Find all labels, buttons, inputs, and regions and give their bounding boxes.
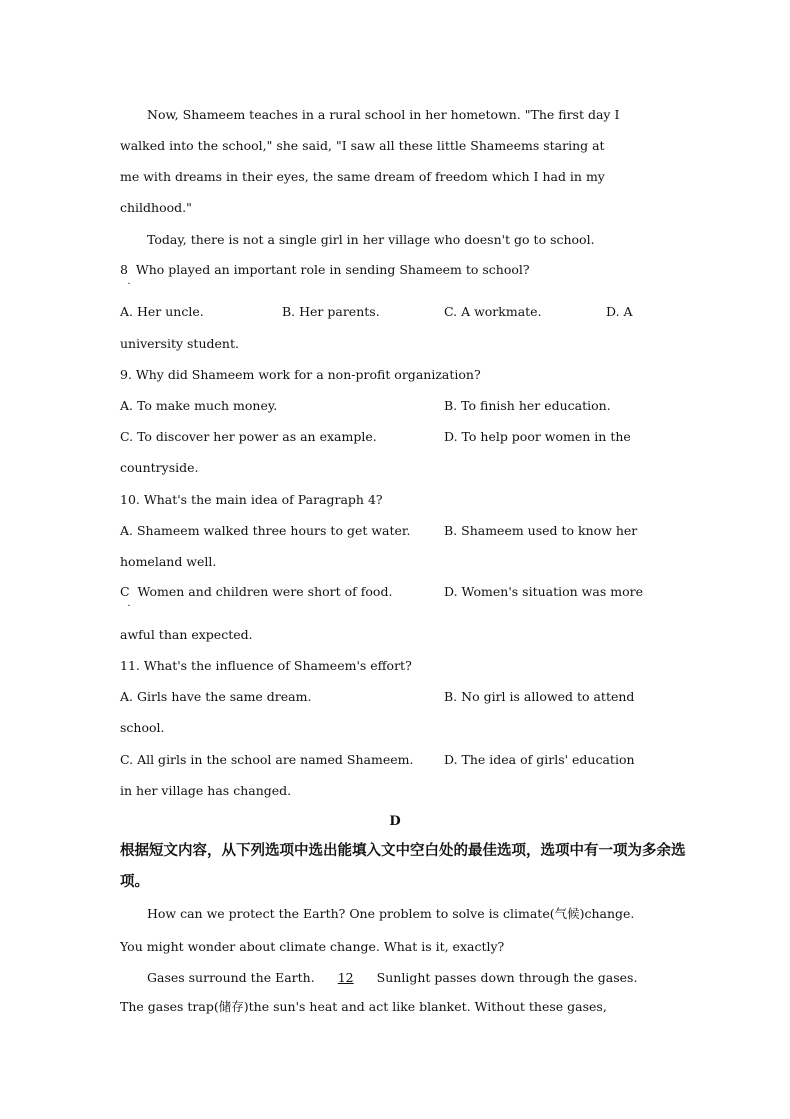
question-10-option-a: A. Shameem walked three hours to get water.	[120, 523, 411, 538]
question-10-option-c-dot: ·	[127, 601, 131, 612]
question-8-option-b: B. Her parents.	[282, 304, 380, 319]
blank-12: 12	[337, 970, 354, 985]
question-9-option-c: C. To discover her power as an example.	[120, 429, 377, 444]
passage-c-paragraph-line: Now, Shameem teaches in a rural school in her hometown. "The first day I	[147, 107, 620, 122]
section-d-heading: D	[389, 814, 401, 829]
section-d-instruction-line: 项。	[120, 874, 149, 890]
question-8-option-d: D. A	[606, 304, 633, 319]
question-8-option-d-continued: university student.	[120, 336, 239, 351]
question-9-option-d-continued: countryside.	[120, 460, 199, 475]
section-d-paragraph-line: The gases trap(储存)the sun's heat and act like blanket. Without these gases,	[120, 999, 607, 1014]
question-9-stem: 9. Why did Shameem work for a non-profit organization?	[120, 367, 481, 382]
question-11-stem: 11. What's the influence of Shameem's effort?	[120, 658, 412, 673]
section-d-paragraph-line: How can we protect the Earth? One problem to solve is climate(气候)change.	[147, 906, 635, 921]
question-8-stem	[120, 261, 680, 279]
question-10-option-c: C Women and children were short of food.	[120, 584, 393, 599]
question-11-option-d: D. The idea of girls' education	[444, 752, 635, 767]
question-8-dot: ·	[127, 279, 131, 290]
question-9-option-b: B. To finish her education.	[444, 398, 611, 413]
question-11-option-a: A. Girls have the same dream.	[120, 689, 312, 704]
passage-c-paragraph-line: walked into the school," she said, "I saw all these little Shameems staring at	[120, 138, 605, 153]
passage-c-paragraph-line: me with dreams in their eyes, the same dream of freedom which I had in my	[120, 169, 605, 184]
question-8-text: Who played an important role in sending Shameem to school?	[135, 262, 530, 277]
question-11-option-c: C. All girls in the school are named Shameem.	[120, 752, 414, 767]
question-8-number: 8	[120, 262, 128, 277]
section-d-paragraph-line: You might wonder about climate change. What is it, exactly?	[120, 939, 505, 954]
question-11-option-b-continued: school.	[120, 720, 165, 735]
question-10-option-d-continued: awful than expected.	[120, 627, 253, 642]
question-10-option-b: B. Shameem used to know her	[444, 523, 638, 538]
question-9-option-d: D. To help poor women in the	[444, 429, 631, 444]
passage-c-paragraph-line: Today, there is not a single girl in her village who doesn't go to school.	[147, 232, 595, 247]
question-11-option-b: B. No girl is allowed to attend	[444, 689, 635, 704]
question-10-option-b-continued: homeland well.	[120, 554, 217, 569]
section-d-paragraph-line	[147, 969, 707, 987]
question-9-option-a: A. To make much money.	[120, 398, 278, 413]
question-10-option-d: D. Women's situation was more	[444, 584, 643, 599]
passage-c-paragraph-line: childhood."	[120, 200, 192, 215]
question-8-option-c: C. A workmate.	[444, 304, 542, 319]
section-d-text-after-blank: Sunlight passes down through the gases.	[372, 970, 638, 985]
section-d-text-before-blank: Gases surround the Earth.	[147, 970, 319, 985]
question-11-option-d-continued: in her village has changed.	[120, 783, 292, 798]
section-d-instruction-line: 根据短文内容，从下列选项中选出能填入文中空白处的最佳选项，选项中有一项为多余选	[120, 843, 686, 859]
question-8-option-a: A. Her uncle.	[120, 304, 204, 319]
question-10-stem: 10. What's the main idea of Paragraph 4?	[120, 492, 383, 507]
